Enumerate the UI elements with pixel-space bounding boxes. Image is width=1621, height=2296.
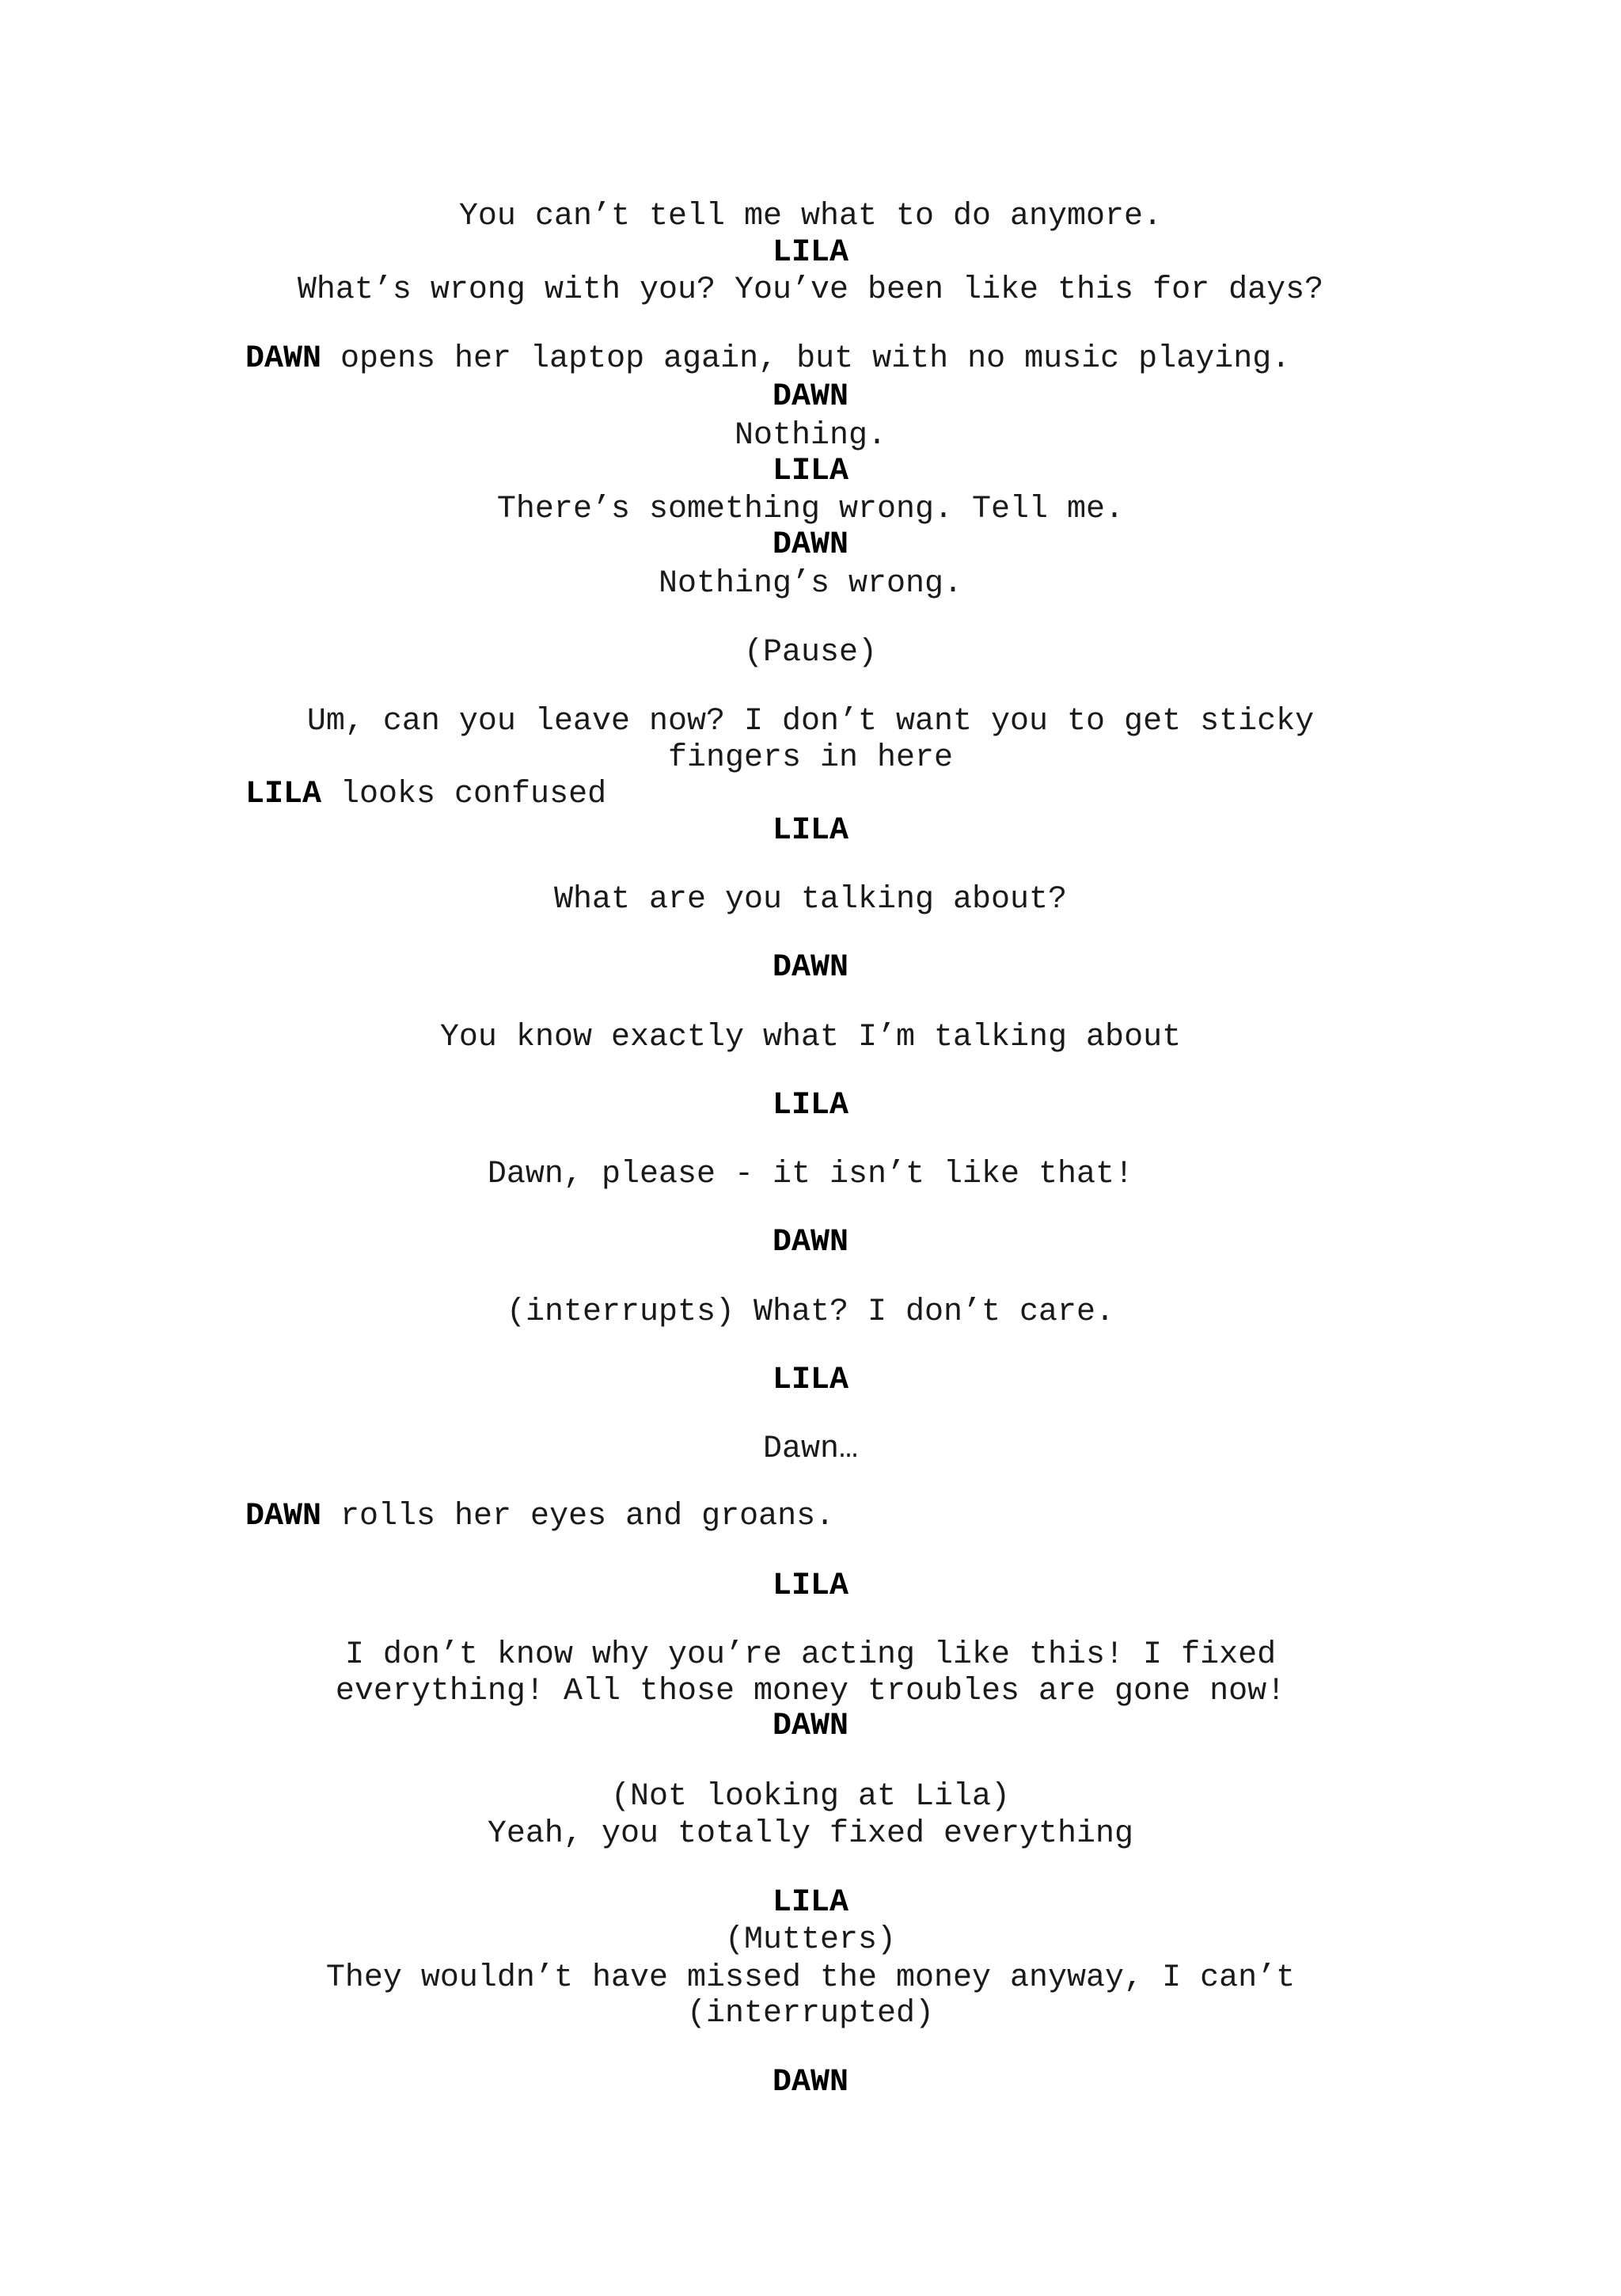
- dialogue-line: Dawn…: [762, 1431, 859, 1467]
- character-cue-dawn: DAWN: [772, 1709, 848, 1744]
- character-cue-dawn: DAWN: [772, 527, 848, 563]
- dialogue-line: Nothing.: [734, 418, 887, 454]
- dialogue-line: There’s something wrong. Tell me.: [496, 492, 1125, 527]
- parenthetical: (Mutters): [724, 1922, 897, 1958]
- character-cue-lila: LILA: [772, 454, 848, 489]
- action-character-dawn: DAWN: [245, 1499, 322, 1534]
- character-cue-lila: LILA: [772, 1363, 848, 1398]
- dialogue-line: everything! All those money troubles are gone now!: [335, 1674, 1286, 1709]
- action-text: looks confused: [321, 777, 607, 812]
- action-text: opens her laptop again, but with no music playing.: [321, 341, 1291, 377]
- dialogue-line: I don’t know why you’re acting like this! I fixed: [344, 1637, 1277, 1673]
- dialogue-line: Nothing’s wrong.: [658, 566, 963, 602]
- parenthetical: (interrupted): [686, 1996, 935, 2032]
- action-line: [245, 1499, 834, 1535]
- parenthetical: (Pause): [743, 635, 878, 671]
- character-cue-lila: LILA: [772, 1088, 848, 1123]
- character-cue-lila: LILA: [772, 235, 848, 271]
- character-cue-lila: LILA: [772, 1885, 848, 1921]
- character-cue-dawn: DAWN: [772, 1225, 848, 1260]
- dialogue-line: You know exactly what I’m talking about: [439, 1020, 1182, 1055]
- dialogue-line: Um, can you leave now? I don’t want you to get sticky: [306, 704, 1315, 739]
- character-cue-lila: LILA: [772, 813, 848, 849]
- character-cue-dawn: DAWN: [772, 2065, 848, 2100]
- dialogue-line: fingers in here: [667, 740, 954, 776]
- action-line: [245, 777, 606, 813]
- dialogue-line: What are you talking about?: [553, 882, 1068, 918]
- action-text: rolls her eyes and groans.: [321, 1499, 835, 1534]
- character-cue-dawn: DAWN: [772, 379, 848, 415]
- dialogue-line: What’s wrong with you? You’ve been like this for days?: [297, 272, 1324, 308]
- character-cue-dawn: DAWN: [772, 950, 848, 986]
- action-character-lila: LILA: [245, 777, 322, 812]
- dialogue-line: Dawn, please - it isn’t like that!: [487, 1157, 1134, 1192]
- dialogue-line: (interrupts) What? I don’t care.: [506, 1294, 1115, 1330]
- dialogue-line: They wouldn’t have missed the money anyway, I can’t: [325, 1960, 1296, 1996]
- character-cue-lila: LILA: [772, 1568, 848, 1604]
- dialogue-line: You can’t tell me what to do anymore.: [458, 199, 1163, 234]
- dialogue-line: Yeah, you totally fixed everything: [487, 1816, 1134, 1852]
- action-line: [245, 341, 1290, 378]
- parenthetical: (Not looking at Lila): [610, 1779, 1011, 1815]
- action-character-dawn: DAWN: [245, 341, 322, 377]
